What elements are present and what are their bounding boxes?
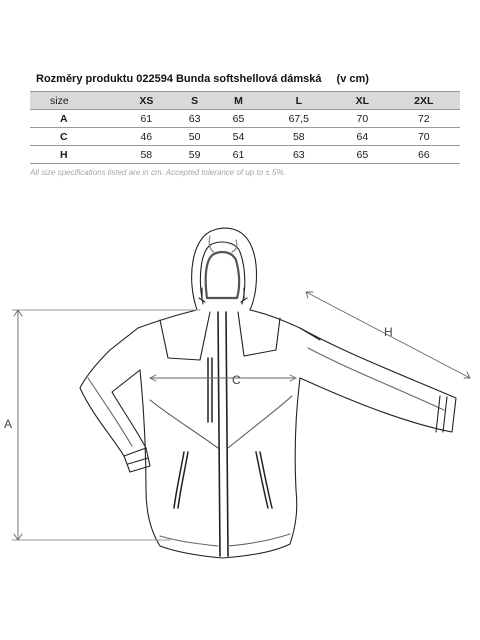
table-header-row: [30, 92, 460, 110]
chest-seam-right: [228, 396, 292, 448]
chest-pocket-zipper-icon: [208, 358, 212, 422]
yoke-panel-left: [160, 312, 210, 360]
table-cell: 65: [337, 146, 387, 164]
label-a: A: [4, 417, 13, 431]
column-header-2xl: 2XL: [388, 92, 460, 110]
measurement-c: [150, 375, 296, 381]
left-pocket-zipper-icon: [174, 452, 188, 508]
table-cell: 61: [120, 110, 173, 128]
front-zipper: [218, 312, 228, 556]
left-sleeve: [80, 350, 150, 472]
table-cell: 61: [217, 146, 261, 164]
title-text: Rozměry produktu 022594 Bunda softshellová dámská: [36, 73, 322, 85]
right-shoulder: [250, 310, 320, 340]
table-cell: 58: [260, 128, 337, 146]
right-pocket-zipper-icon: [256, 452, 272, 508]
table-cell: 65: [217, 110, 261, 128]
right-cuff: [436, 396, 447, 432]
table-cell: 70: [337, 110, 387, 128]
right-sleeve: [300, 328, 456, 432]
table-cell: 59: [173, 146, 217, 164]
left-cuff: [124, 448, 148, 464]
table-row: [30, 146, 460, 164]
label-h: H: [384, 325, 393, 339]
row-label-a: A: [30, 110, 120, 128]
hem-panel: [160, 534, 290, 546]
size-note: All size specifications listed are in cm. Accepted tolerance of up to ± 5%.: [30, 168, 286, 177]
yoke-panel-right: [238, 312, 280, 356]
size-table: [30, 91, 460, 164]
page-title: [36, 73, 456, 85]
table-row: [30, 110, 460, 128]
column-header-xs: XS: [120, 92, 173, 110]
row-label-h: H: [30, 146, 120, 164]
label-c: C: [232, 373, 241, 387]
table-cell: 63: [260, 146, 337, 164]
measurement-a: [12, 310, 200, 540]
column-header-s: S: [173, 92, 217, 110]
table-row: [30, 128, 460, 146]
table-cell: 70: [388, 128, 460, 146]
right-sleeve-seam: [308, 348, 444, 410]
column-header-m: M: [217, 92, 261, 110]
table-cell: 63: [173, 110, 217, 128]
table-cell: 58: [120, 146, 173, 164]
column-header-l: L: [260, 92, 337, 110]
table-cell: 72: [388, 110, 460, 128]
table-cell: 64: [337, 128, 387, 146]
jacket-technical-drawing: [0, 200, 480, 640]
column-header-size: size: [30, 92, 120, 110]
title-unit: (v cm): [336, 73, 369, 85]
table-cell: 50: [173, 128, 217, 146]
table-cell: 54: [217, 128, 261, 146]
hood-opening: [206, 252, 239, 298]
table-cell: 67,5: [260, 110, 337, 128]
left-shoulder: [110, 310, 197, 350]
row-label-c: C: [30, 128, 120, 146]
column-header-xl: XL: [337, 92, 387, 110]
table-cell: 46: [120, 128, 173, 146]
table-cell: 66: [388, 146, 460, 164]
